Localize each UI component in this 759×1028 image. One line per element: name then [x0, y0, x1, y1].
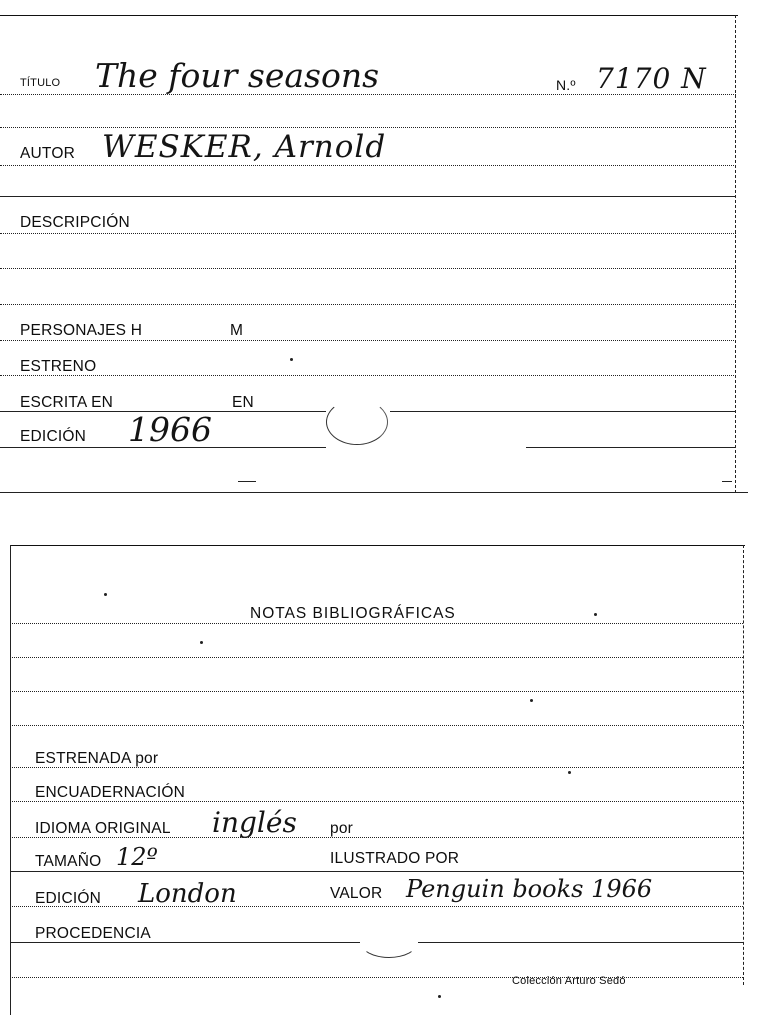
rule: [10, 725, 743, 726]
card-top-edge: [10, 545, 745, 546]
escrita-line-right: [390, 411, 736, 412]
rule: [10, 623, 743, 624]
edicion-back-line: [10, 906, 743, 907]
rule: [0, 304, 736, 305]
titulo-label: TÍTULO: [20, 77, 61, 89]
autor-value: WESKER, Arnold: [102, 129, 387, 165]
descripcion-line: [0, 233, 736, 234]
numero-value: 7170 N: [596, 62, 707, 95]
edicion-label: EDICIÓN: [20, 428, 86, 445]
estrenada-label: ESTRENADA por: [35, 750, 159, 767]
rule: [10, 657, 743, 658]
speck: [200, 641, 203, 644]
rule: [10, 691, 743, 692]
rule: [0, 268, 736, 269]
escrita-en-label: EN: [232, 394, 254, 411]
estreno-label: ESTRENO: [20, 358, 97, 375]
estreno-line: [0, 375, 736, 376]
speck: [104, 593, 107, 596]
descripcion-label: DESCRIPCIÓN: [20, 214, 130, 231]
tamano-line: [10, 871, 743, 872]
autor-line: [0, 165, 736, 166]
encuadernacion-label: ENCUADERNACIÓN: [35, 784, 186, 801]
card-left-edge: [10, 545, 11, 1015]
ilustrado-label: ILUSTRADO POR: [330, 850, 460, 867]
punch-hole: [326, 399, 388, 445]
mark: [722, 481, 732, 482]
edicion-value: 1966: [128, 410, 212, 449]
titulo-line: [0, 94, 736, 95]
personajes-m-label: M: [230, 322, 244, 339]
valor-label: VALOR: [330, 885, 383, 902]
procedencia-line-right: [418, 942, 743, 943]
idioma-label: IDIOMA ORIGINAL: [35, 820, 171, 837]
idioma-line: [10, 837, 743, 838]
por-label: por: [330, 820, 354, 837]
card-right-edge: [743, 545, 744, 985]
speck: [594, 613, 597, 616]
edicion-line-right: [526, 447, 736, 448]
mark: [238, 481, 256, 482]
personajes-line: [0, 340, 736, 341]
card-bottom-edge: [0, 492, 748, 493]
estrenada-line: [10, 767, 743, 768]
tamano-label: TAMAÑO: [35, 853, 102, 870]
speck: [568, 771, 571, 774]
card-top-edge: [0, 15, 738, 16]
notas-heading: NOTAS BIBLIOGRÁFICAS: [250, 605, 456, 622]
catalog-card-front: [0, 15, 738, 493]
personajes-label: PERSONAJES H: [20, 322, 143, 339]
autor-label: AUTOR: [20, 145, 75, 162]
valor-value: Penguin books 1966: [406, 875, 653, 903]
procedencia-line: [10, 942, 360, 943]
numero-label: N.º: [556, 77, 576, 93]
rule: [10, 977, 743, 978]
idioma-value: inglés: [212, 806, 297, 839]
tamano-value: 12º: [116, 843, 158, 871]
escrita-label: ESCRITA EN: [20, 394, 114, 411]
titulo-value: The four seasons: [95, 56, 380, 95]
procedencia-label: PROCEDENCIA: [35, 925, 151, 942]
edicion-back-label: EDICIÓN: [35, 890, 101, 907]
edicion-back-value: London: [138, 879, 237, 909]
coleccion-imprint: Colección Arturo Sedó: [512, 975, 626, 987]
speck: [438, 995, 441, 998]
punch-hole: [360, 926, 418, 958]
speck: [530, 699, 533, 702]
catalog-card-back: [10, 545, 745, 1015]
rule: [0, 196, 736, 197]
edicion-line: [0, 447, 326, 448]
encuadernacion-line: [10, 801, 743, 802]
speck: [290, 358, 293, 361]
card-right-edge: [735, 15, 736, 493]
rule: [0, 127, 736, 128]
